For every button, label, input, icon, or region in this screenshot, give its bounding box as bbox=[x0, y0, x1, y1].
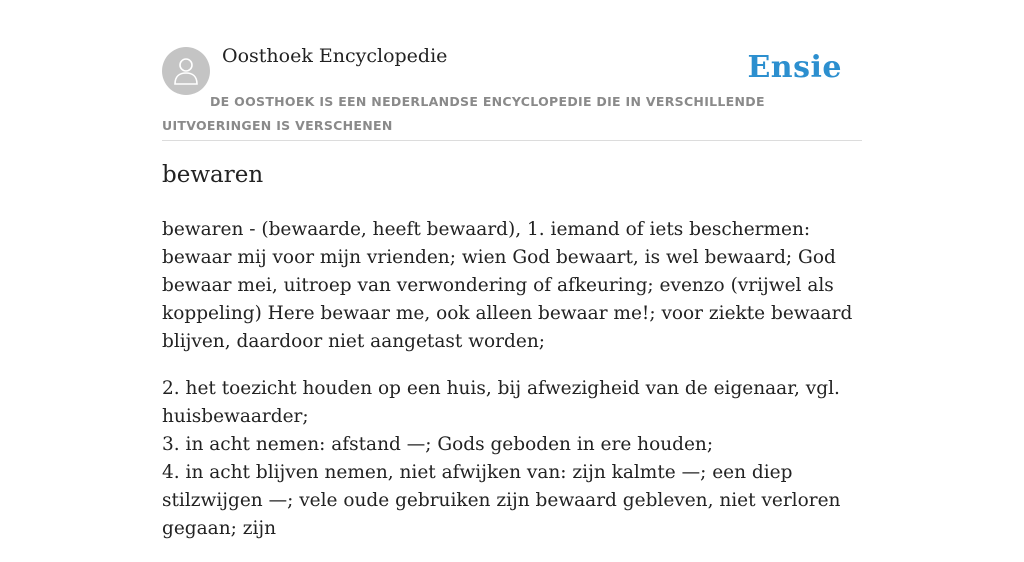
definition-paragraph bbox=[162, 375, 862, 543]
article-title: bewaren bbox=[162, 162, 264, 188]
user-icon bbox=[172, 56, 200, 86]
site-tagline: DE OOSTHOEK IS EEN NEDERLANDSE ENCYCLOPEDIE DIE IN VERSCHILLENDE UITVOERINGEN IS VERSCHENEN bbox=[162, 94, 765, 133]
definition-line: 4. in acht blijven nemen, niet afwijken van: zijn kalmte —; een diep stilzwijgen —; vele oude gebruiken zijn bewaard gebleven, niet verloren gegaan; zijn bbox=[162, 462, 841, 539]
definition-line: 2. het toezicht houden op een huis, bij afwezigheid van de eigenaar, vgl. huisbewaarder; bbox=[162, 378, 840, 427]
ensie-logo[interactable]: Ensie bbox=[747, 50, 842, 85]
header bbox=[162, 0, 862, 141]
article-body bbox=[162, 216, 862, 562]
page bbox=[162, 0, 862, 539]
definition-paragraph: bewaren - (bewaarde, heeft bewaard), 1. iemand of iets beschermen: bewaar mij voor mijn vrienden; wien God bewaart, is wel bewaard; God bewaar mei, uitroep van verwondering of afkeuring; evenzo (vrijwel als koppeling) Here bewaar me, ook alleen bewaar me!; voor ziekte bewaard blijven, daardoor niet aangetast worden; bbox=[162, 219, 853, 352]
site-title[interactable]: Oosthoek Encyclopedie bbox=[222, 45, 448, 67]
definition-line: 3. in acht nemen: afstand —; Gods geboden in ere houden; bbox=[162, 434, 714, 455]
avatar[interactable] bbox=[162, 47, 210, 95]
